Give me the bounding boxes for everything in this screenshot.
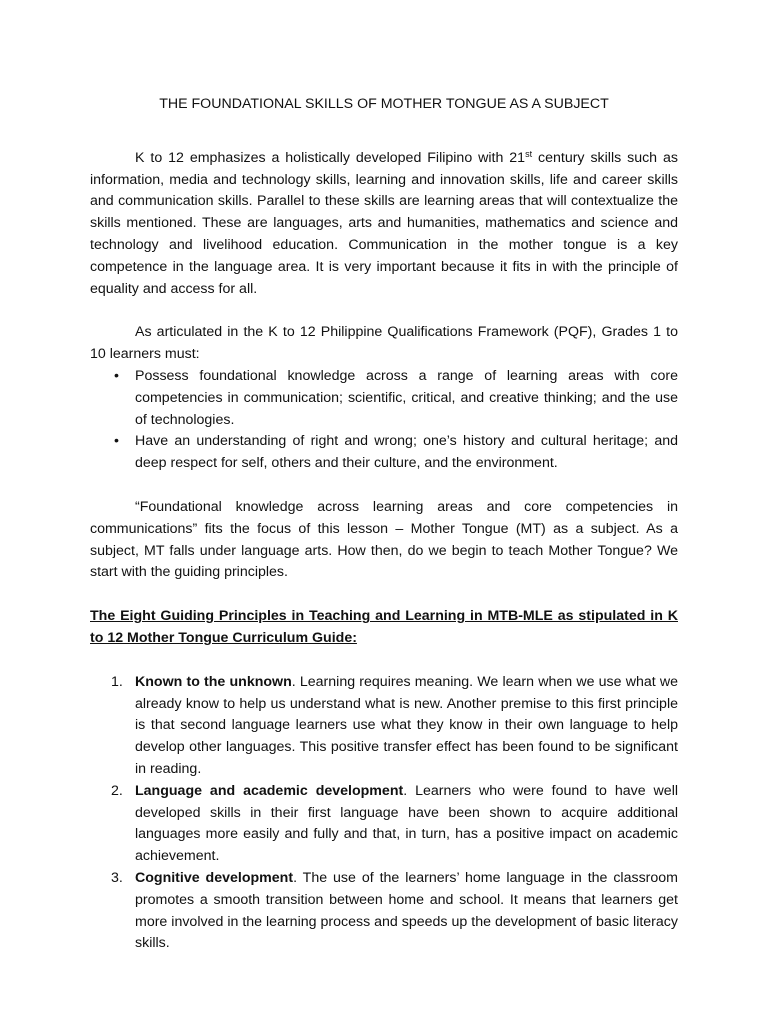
document-title: THE FOUNDATIONAL SKILLS OF MOTHER TONGUE AS A SUBJECT [159, 96, 609, 112]
list-item-text: Have an understanding of right and wrong; one’s history and cultural heritage; and deep respect for self, others and their culture, and the environment. [135, 433, 678, 472]
principle-text: . Learning requires meaning. We learn when we use what we already know to help us understand what is new. Another premise to this first principle is that second language learners use what they know in their own language to help develop other languages. This positive transfer effect has been found to be significant in reading. [135, 673, 678, 777]
bullet-icon: • [114, 433, 119, 450]
principle-term: Language and academic development [135, 782, 404, 799]
spacer [90, 650, 678, 672]
principle-item [90, 781, 678, 868]
principle-number: 3. [111, 869, 123, 886]
principle-number: 2. [111, 782, 123, 799]
principle-text: . Learners who were found to have well developed skills in their first language have been shown to acquire additional languages more easily and fully and that, in turn, has a positive impact on academic achievement. [135, 782, 679, 865]
pqf-paragraph: As articulated in the K to 12 Philippine Qualifications Framework (PQF), Grades 1 to 10 learners must: [90, 324, 678, 363]
principle-item [90, 672, 678, 781]
principle-term: Cognitive development [135, 869, 294, 886]
spacer [90, 475, 678, 497]
spacer [90, 300, 678, 322]
principle-term: Known to the unknown [135, 673, 292, 690]
list-item [90, 431, 678, 475]
spacer [90, 584, 678, 606]
principle-number: 1. [111, 673, 123, 690]
list-item [90, 366, 678, 431]
list-item-text: Possess foundational knowledge across a range of learning areas with core competencies in communication; scientific, critical, and creative thinking; and the use of technologies. [135, 367, 678, 428]
principle-text: . The use of the learners’ home language in the classroom promotes a smooth transition between home and school. It means that learners get more involved in the learning process and speeds up the development of basic literacy skills. [135, 869, 678, 952]
ordinal-suffix: st [525, 148, 533, 159]
spacer [90, 126, 678, 148]
intro-paragraph [90, 148, 678, 301]
intro-text-start: K to 12 emphasizes a holistically developed Filipino with 21 [135, 149, 526, 166]
principles-heading: The Eight Guiding Principles in Teaching and Learning in MTB-MLE as stipulated in K to 12 Mother Tongue Curriculum Guide: [90, 608, 678, 646]
focus-paragraph: “Foundational knowledge across learning areas and core competencies in communications” fits the focus of this lesson – Mother Tongue (MT) as a subject. As a subject, MT falls under language arts. How then, do we begin to teach Mother Tongue? We start with the guiding principles. [90, 498, 678, 581]
principle-item [90, 868, 678, 955]
principles-list [90, 672, 678, 955]
intro-text-rest: century skills such as information, media and technology skills, learning and innovation skills, life and career skills and communication skills. Parallel to these skills are learning areas that will contextualize the skills mentioned. These are languages, arts and humanities, mathematics and science and technology and livelihood education. Communication in the mother tongue is a key competence in the language area. It is very important because it fits in with the principle of equality and access for all. [90, 149, 678, 297]
bullet-icon: • [114, 367, 119, 384]
learner-outcomes-list [90, 366, 678, 475]
